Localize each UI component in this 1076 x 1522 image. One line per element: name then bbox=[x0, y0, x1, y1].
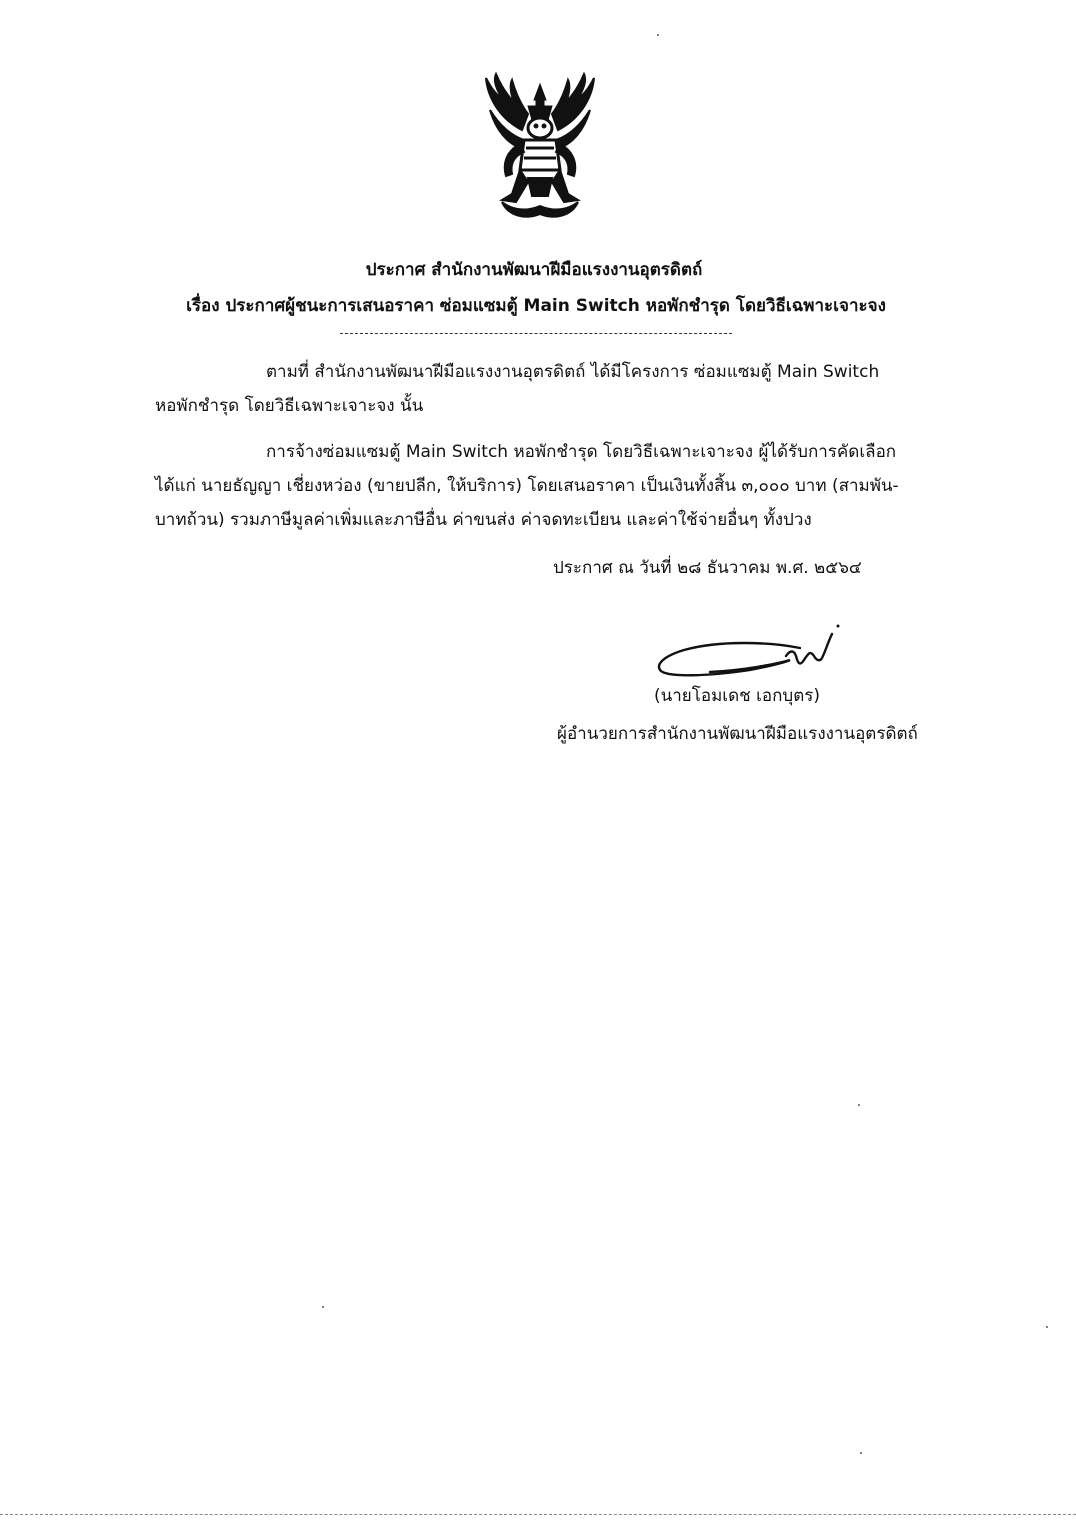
paragraph2-line1: การจ้างซ่อมแซมตู้ Main Switch หอพักชำรุด โดยวิธีเฉพาะเจาะจง ผู้ได้รับการคัดเลือก bbox=[266, 442, 897, 462]
scan-speck bbox=[860, 1452, 862, 1454]
announcement-date: ประกาศ ณ วันที่ ๒๘ ธันวาคม พ.ศ. ๒๕๖๔ bbox=[553, 558, 862, 578]
scan-speck bbox=[322, 1306, 324, 1308]
garuda-emblem-icon bbox=[472, 70, 608, 226]
scan-speck bbox=[657, 34, 659, 36]
heading-divider bbox=[340, 333, 732, 334]
scan-speck bbox=[858, 1104, 860, 1106]
signer-title: ผู้อำนวยการสำนักงานพัฒนาฝีมือแรงงานอุตรดิตถ์ bbox=[557, 724, 918, 744]
scan-speck bbox=[1046, 1326, 1048, 1328]
paragraph1-line2: หอพักชำรุด โดยวิธีเฉพาะเจาะจง นั้น bbox=[155, 396, 424, 416]
paragraph2-line2: ได้แก่ นายธัญญา เชี่ยงหว่อง (ขายปลีก, ให้บริการ) โดยเสนอราคา เป็นเงินทั้งสิ้น ๓,๐๐๐ บาท (สามพัน- bbox=[155, 476, 899, 496]
signer-name: (นายโอมเดช เอกบุตร) bbox=[654, 686, 821, 706]
announcement-subject: เรื่อง ประกาศผู้ชนะการเสนอราคา ซ่อมแซมตู้ Main Switch หอพักชำรุด โดยวิธีเฉพาะเจาะจง bbox=[186, 296, 886, 316]
announcement-heading: ประกาศ สำนักงานพัฒนาฝีมือแรงงานอุตรดิตถ์ bbox=[365, 260, 703, 280]
paragraph2-line3: บาทถ้วน) รวมภาษีมูลค่าเพิ่มและภาษีอื่น ค่าขนส่ง ค่าจดทะเบียน และค่าใช้จ่ายอื่นๆ ทั้งปวง bbox=[155, 510, 812, 530]
paragraph1-line1: ตามที่ สำนักงานพัฒนาฝีมือแรงงานอุตรดิตถ์ ได้มีโครงการ ซ่อมแซมตู้ Main Switch bbox=[266, 362, 880, 382]
handwritten-signature bbox=[650, 620, 850, 690]
scan-bottom-edge bbox=[0, 1514, 1076, 1515]
